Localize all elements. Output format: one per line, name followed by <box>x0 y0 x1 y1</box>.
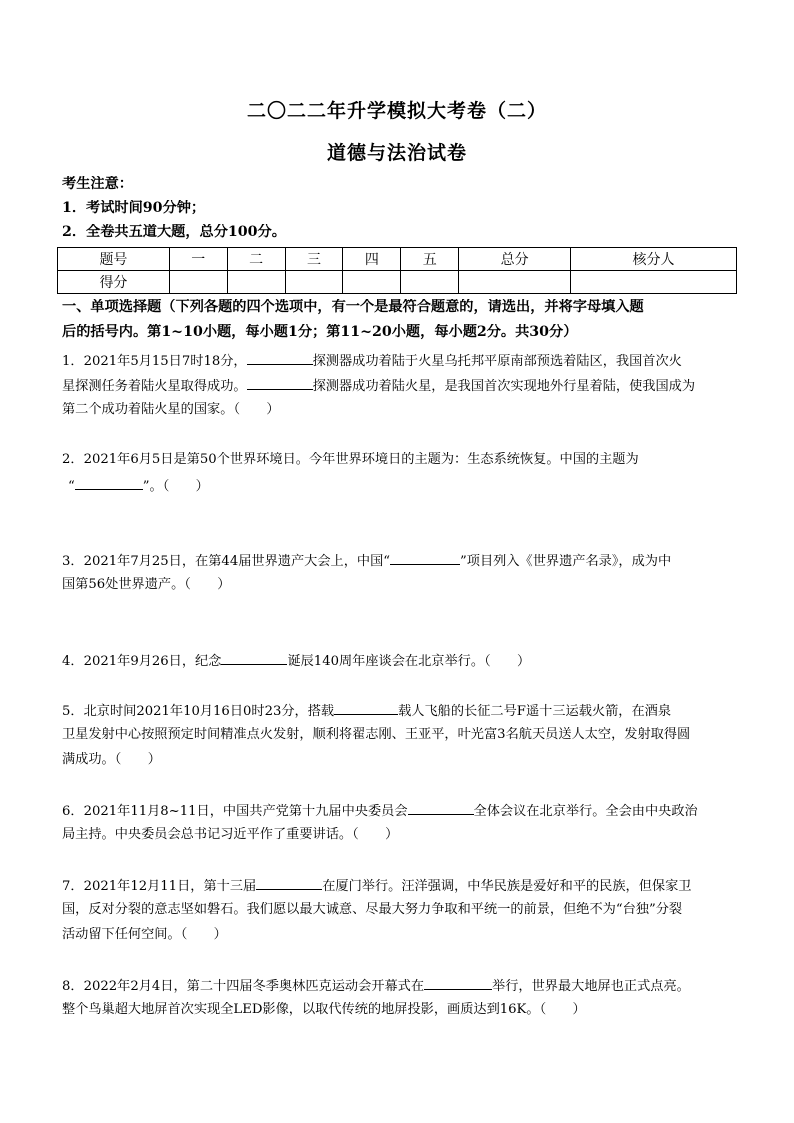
score-input-cell[interactable] <box>169 271 227 294</box>
question-7-line: 国，反对分裂的意志坚如磐石。我们愿以最大诚意、尽最大努力争取和平统一的前景，但绝不为“台独”分裂 <box>62 902 683 917</box>
score-table-score-row <box>58 271 737 294</box>
score-cell-label: 题号 <box>58 248 170 271</box>
question-4-line: 4．2021年9月26日，纪念 诞辰140周年座谈会在北京举行。（ ） <box>62 654 531 669</box>
question-1-line: 星探测任务着陆火星取得成功。 探测器成功着陆火星，是我国首次实现地外行星着陆，使我国成为 <box>62 379 696 394</box>
notice-item: 2．全卷共五道大题，总分100分。 <box>62 224 286 240</box>
question-5-line: 5．北京时间2021年10月16日0时23分，搭载 载人飞船的长征二号F遥十三运载火箭，在酒泉 <box>62 704 672 719</box>
answer-blank[interactable] <box>334 702 398 715</box>
question-7-line: 活动留下任何空间。（ ） <box>62 927 227 942</box>
question-7-line: 7．2021年12月11日，第十三届 在厦门举行。汪洋强调，中华民族是爱好和平的民族，但保家卫 <box>62 879 692 894</box>
answer-blank[interactable] <box>256 877 322 890</box>
answer-blank[interactable] <box>75 477 143 490</box>
question-6-line: 6．2021年11月8~11日，中国共产党第十九届中央委员会 全体会议在北京举行。全会由中央政治 <box>62 804 698 819</box>
question-2-line: 2．2021年6月5日是第50个世界环境日。今年世界环境日的主题为：生态系统恢复。中国的主题为 <box>62 452 639 467</box>
answer-blank[interactable] <box>247 377 313 390</box>
score-input-cell[interactable] <box>571 271 737 294</box>
section-instructions: 后的括号内。第1~10小题，每小题1分；第11~20小题，每小题2分。共30分） <box>62 324 578 340</box>
score-cell-label: 得分 <box>58 271 170 294</box>
score-input-cell[interactable] <box>227 271 285 294</box>
score-input-cell[interactable] <box>343 271 401 294</box>
question-2-line: “ ”。（ ） <box>68 479 209 494</box>
notice-heading: 考生注意： <box>62 176 133 192</box>
score-cell-section: 四 <box>343 248 401 271</box>
question-1-line: 第二个成功着陆火星的国家。（ ） <box>62 402 280 417</box>
score-input-cell[interactable] <box>459 271 571 294</box>
question-8-line: 8．2022年2月4日，第二十四届冬季奥林匹克运动会开幕式在 举行，世界最大地屏也正式点亮。 <box>62 979 690 994</box>
score-cell-section: 五 <box>401 248 459 271</box>
question-1-line: 1．2021年5月15日7时18分， 探测器成功着陆于火星乌托邦平原南部预选着陆区，我国首次火 <box>62 354 682 369</box>
answer-blank[interactable] <box>247 352 313 365</box>
question-5-line: 满成功。（ ） <box>62 752 161 767</box>
question-3-line: 国第56处世界遗产。（ ） <box>62 577 231 592</box>
question-6-line: 局主持。中央委员会总书记习近平作了重要讲话。（ ） <box>62 827 399 842</box>
score-cell-section: 三 <box>285 248 343 271</box>
exam-subtitle: 道德与法治试卷 <box>326 142 467 164</box>
score-cell-section: 一 <box>169 248 227 271</box>
score-cell-section: 二 <box>227 248 285 271</box>
answer-blank[interactable] <box>408 802 474 815</box>
score-input-cell[interactable] <box>401 271 459 294</box>
section-instructions: 一、单项选择题（下列各题的四个选项中，有一个是最符合题意的，请选出，并将字母填入题 <box>62 299 644 315</box>
score-cell-checker: 核分人 <box>571 248 737 271</box>
score-table-header-row <box>58 248 737 271</box>
notice-item: 1．考试时间90分钟； <box>62 200 206 216</box>
answer-blank[interactable] <box>424 977 492 990</box>
question-5-line: 卫星发射中心按照预定时间精准点火发射，顺利将翟志刚、王亚平，叶光富3名航天员送人太空，发射取得圆 <box>62 727 691 742</box>
question-3-line: 3．2021年7月25日，在第44届世界遗产大会上，中国“ ”项目列入《世界遗产名录》，成为中 <box>62 554 672 569</box>
score-cell-total: 总分 <box>459 248 571 271</box>
score-table <box>57 247 737 294</box>
answer-blank[interactable] <box>221 652 287 665</box>
score-input-cell[interactable] <box>285 271 343 294</box>
question-8-line: 整个鸟巢超大地屏首次实现全LED影像，以取代传统的地屏投影，画质达到16K。（ ） <box>62 1002 586 1017</box>
exam-title: 二〇二二年升学模拟大考卷（二） <box>246 100 547 122</box>
answer-blank[interactable] <box>390 552 460 565</box>
